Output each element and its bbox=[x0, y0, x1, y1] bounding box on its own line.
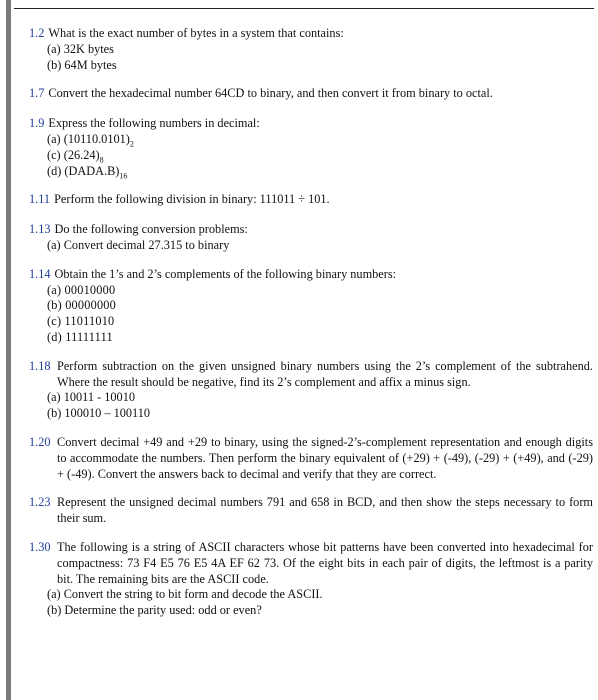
problem-text: The following is a string of ASCII characters whose bit patterns have been converted into hexadecimal for compactness: 73 F4 E5 76 E5 4A EF 62 73. Of the eight bits in each pair of digits, the leftmost is a parity bit. The remaining bits are the ASCII code. bbox=[57, 539, 593, 586]
problem-text: Convert the hexadecimal number 64CD to binary, and then convert it from binary to octal. bbox=[48, 86, 493, 101]
problem-item: (b) 00000000 bbox=[47, 298, 117, 313]
problem-text: What is the exact number of bytes in a system that contains: bbox=[48, 26, 344, 40]
problem-1-7 bbox=[29, 86, 593, 102]
problem-number: 1.13 bbox=[29, 222, 51, 237]
problem-text: Convert decimal +49 and +29 to binary, using the signed-2’s-complement representation and enough digits to accommodate the numbers. Then perform the binary equivalent of (+29) + (-49), (-29) + (+49), and (-29) + (-49). Convert the answers back to decimal and verify that they are correct. bbox=[57, 434, 593, 481]
base-subscript: 8 bbox=[99, 155, 104, 165]
problem-item: (a) Convert decimal 27.315 to binary bbox=[47, 237, 230, 252]
problem-1-30 bbox=[29, 540, 593, 619]
problem-item-text: (a) (10110.0101) bbox=[47, 131, 130, 146]
problem-1-18 bbox=[29, 359, 593, 422]
problem-item: (a) 32K bytes bbox=[47, 41, 114, 56]
problem-text: Do the following conversion problems: bbox=[54, 222, 248, 237]
left-margin-bar bbox=[6, 0, 11, 700]
problem-item: (b) Determine the parity used: odd or even? bbox=[47, 603, 262, 618]
problem-number: 1.7 bbox=[29, 86, 45, 101]
problem-item-text: (d) (DADA.B) bbox=[47, 163, 120, 178]
problem-number: 1.18 bbox=[29, 358, 51, 373]
problem-item-text: (c) (26.24) bbox=[47, 147, 100, 162]
problem-item: (a) 10011 - 10010 bbox=[47, 390, 135, 405]
problem-item bbox=[47, 164, 593, 180]
problem-item bbox=[47, 132, 593, 148]
problem-text: Express the following numbers in decimal: bbox=[48, 116, 260, 131]
problem-1-11 bbox=[29, 192, 593, 208]
problem-number: 1.30 bbox=[29, 539, 51, 554]
problem-item: (a) Convert the string to bit form and decode the ASCII. bbox=[47, 587, 323, 602]
problem-1-23 bbox=[29, 495, 593, 527]
problem-item: (c) 11011010 bbox=[47, 314, 115, 329]
problem-1-14 bbox=[29, 267, 593, 346]
problem-1-20 bbox=[29, 435, 593, 482]
problem-number: 1.2 bbox=[29, 26, 45, 40]
problem-item: (a) 00010000 bbox=[47, 282, 116, 297]
problem-number: 1.11 bbox=[29, 192, 51, 207]
problem-list bbox=[29, 26, 593, 632]
base-subscript: 16 bbox=[119, 171, 128, 181]
problem-number: 1.20 bbox=[29, 434, 51, 449]
problem-number: 1.9 bbox=[29, 116, 45, 131]
problem-item: (b) 100010 – 100110 bbox=[47, 406, 151, 421]
problem-number: 1.23 bbox=[29, 495, 51, 510]
problem-1-2 bbox=[29, 26, 593, 73]
problem-text: Perform the following division in binary: 111011 ÷ 101. bbox=[54, 192, 330, 207]
problem-text: Obtain the 1’s and 2’s complements of the following binary numbers: bbox=[54, 266, 397, 281]
problem-item bbox=[47, 148, 593, 164]
problem-1-13 bbox=[29, 222, 593, 254]
problem-item: (b) 64M bytes bbox=[47, 57, 117, 72]
problem-number: 1.14 bbox=[29, 266, 51, 281]
problem-1-9 bbox=[29, 116, 593, 179]
problem-item: (d) 11111111 bbox=[47, 329, 113, 344]
base-subscript: 2 bbox=[129, 139, 134, 149]
top-rule bbox=[14, 8, 594, 9]
problem-text: Perform subtraction on the given unsigned binary numbers using the 2’s complement of the subtrahend. Where the result should be negative, find its 2’s complement and affix a minus sign. bbox=[57, 358, 593, 389]
problem-text: Represent the unsigned decimal numbers 791 and 658 in BCD, and then show the steps necessary to form their sum. bbox=[57, 495, 593, 526]
